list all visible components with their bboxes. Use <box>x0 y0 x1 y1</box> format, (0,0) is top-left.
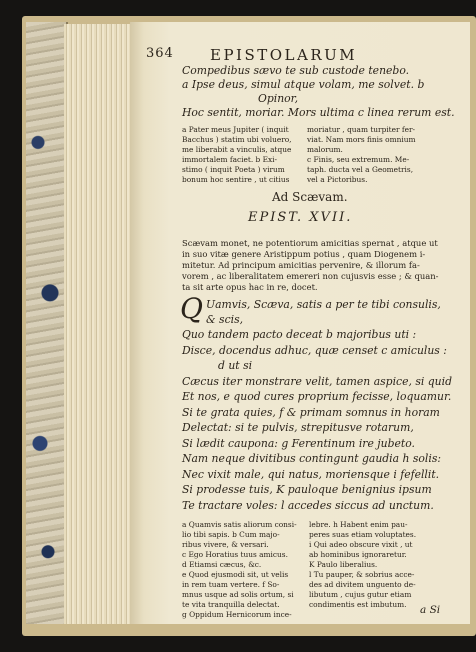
footnote-line: g Oppidum Hernicorum ince- <box>182 610 292 619</box>
footnote-line: i Qui adeo obscure vixit , ut <box>309 540 413 549</box>
footnote-line: peres suas etiam voluptates. <box>309 530 417 539</box>
verse-line: Si prodesse tuis, K pauloque benignius ipsum <box>182 483 432 496</box>
verse-line: Disce, docendus adhuc, quæ censet c amiculus : <box>182 344 447 357</box>
footnote-line: lebre. h Habent enim pau- <box>309 520 408 529</box>
verse-line: d ut si <box>218 359 253 372</box>
footnote-line: in rem tuam vertere. f So- <box>182 580 280 589</box>
verse-line: Nam neque divitibus contingunt gaudia h solis: <box>182 452 442 465</box>
verse-line: Te tractare voles: l accedes siccus ad unctum. <box>182 499 434 512</box>
verse-line: Compedibus sævo te sub custode tenebo. <box>182 64 410 77</box>
footnote-line: ribus vivere, & versari. <box>182 540 269 549</box>
argument-line: Scævam monet, ne potentiorum amicitias spernat , atque ut <box>182 238 438 248</box>
epistle-title: EPIST. XVII. <box>248 210 353 225</box>
argument-line: vorem , ac liberalitatem emereri non cujusvis esse ; & quan- <box>182 271 439 281</box>
argument-line: ta sit arte opus hac in re, docet. <box>182 282 318 292</box>
footnote-line: moriatur , quam turpiter fer- <box>307 125 416 134</box>
verse-line: Si te grata quies, f & primam somnus in horam <box>182 406 440 419</box>
footnote-line: immortalem faciet. b Exi- <box>182 155 278 164</box>
argument-line: mitetur. Ad principum amicitias pervenire, & illorum fa- <box>182 260 420 270</box>
footnote-line: des ad divitem unguento de- <box>309 580 416 589</box>
marbled-endpaper <box>26 22 68 624</box>
footnote-line: taph. ducta vel a Geometris, <box>307 165 414 174</box>
footnote-line: Bacchus ) statim ubi voluero, <box>182 135 292 144</box>
footnote-line: mnus usque ad solis ortum, si <box>182 590 294 599</box>
footnote-line: c Ego Horatius tuus amicus. <box>182 550 288 559</box>
verse-line: Delectat: si te pulvis, strepitusve rotarum, <box>182 421 414 434</box>
footnote-line: lio tibi sapis. b Cum majo- <box>182 530 280 539</box>
catchword: a Si <box>420 604 441 616</box>
footnote-line: vel a Pictoribus. <box>307 175 368 184</box>
running-title: EPISTOLARUM <box>210 46 358 64</box>
footnote-line: a Pater meus Jupiter ( inquit <box>182 125 289 134</box>
verse-line: a Ipse deus, simul atque volam, me solvet. b <box>182 78 425 91</box>
footnote-line: l Tu pauper, & sobrius acce- <box>309 570 415 579</box>
page-edges <box>64 24 131 624</box>
argument-line: in suo vitæ genere Aristippum potius , quam Diogenem i- <box>182 249 426 259</box>
footnote-line: e Quod ejusmodi sit, ut velis <box>182 570 289 579</box>
page-number: 364 <box>146 46 174 61</box>
verse-line: Opinor, <box>258 92 299 105</box>
footnote-line: d Etiamsi cæcus, &c. <box>182 560 262 569</box>
verse-line: Cæcus iter monstrare velit, tamen aspice, si quid <box>182 375 452 388</box>
verse-line: Uamvis, Scæva, satis a per te tibi consulis, <box>206 298 441 311</box>
footnote-line: libutum , cujus gutur etiam <box>309 590 412 599</box>
verse-line: Et nos, e quod cures proprium fecisse, loquamur. <box>182 390 452 403</box>
footnote-line: condimentis est imbutum. <box>309 600 407 609</box>
footnote-line: me liberabit a vinculis, atque <box>182 145 292 154</box>
footnote-line: te vita tranquilla delectat. <box>182 600 280 609</box>
footnote-line: malorum. <box>307 145 343 154</box>
section-title: Ad Scævam. <box>272 190 348 204</box>
footnote-line: bonum hoc sentire , ut citius <box>182 175 290 184</box>
verse-line: Quo tandem pacto deceat b majoribus uti : <box>182 328 417 341</box>
verse-line: & scis, <box>206 313 244 326</box>
verse-line: Hoc sentit, moriar. Mors ultima c linea rerum est. <box>182 106 455 119</box>
footnote-line: c Finis, seu extremum. Me- <box>307 155 410 164</box>
drop-cap: Q <box>180 292 203 325</box>
footnote-line: ab hominibus ignoraretur. <box>309 550 407 559</box>
footnote-line: K Paulo liberalius. <box>309 560 378 569</box>
footnote-line: a Quamvis satis aliorum consi- <box>182 520 297 529</box>
footnote-line: stimo ( inquit Poeta ) virum <box>182 165 285 174</box>
verse-line: Nec vixit male, qui natus, moriensque i fefellit. <box>182 468 440 481</box>
verse-line: Si lædit caupona: g Ferentinum ire jubeto. <box>182 437 415 450</box>
footnote-line: viat. Nam mors finis omnium <box>307 135 416 144</box>
